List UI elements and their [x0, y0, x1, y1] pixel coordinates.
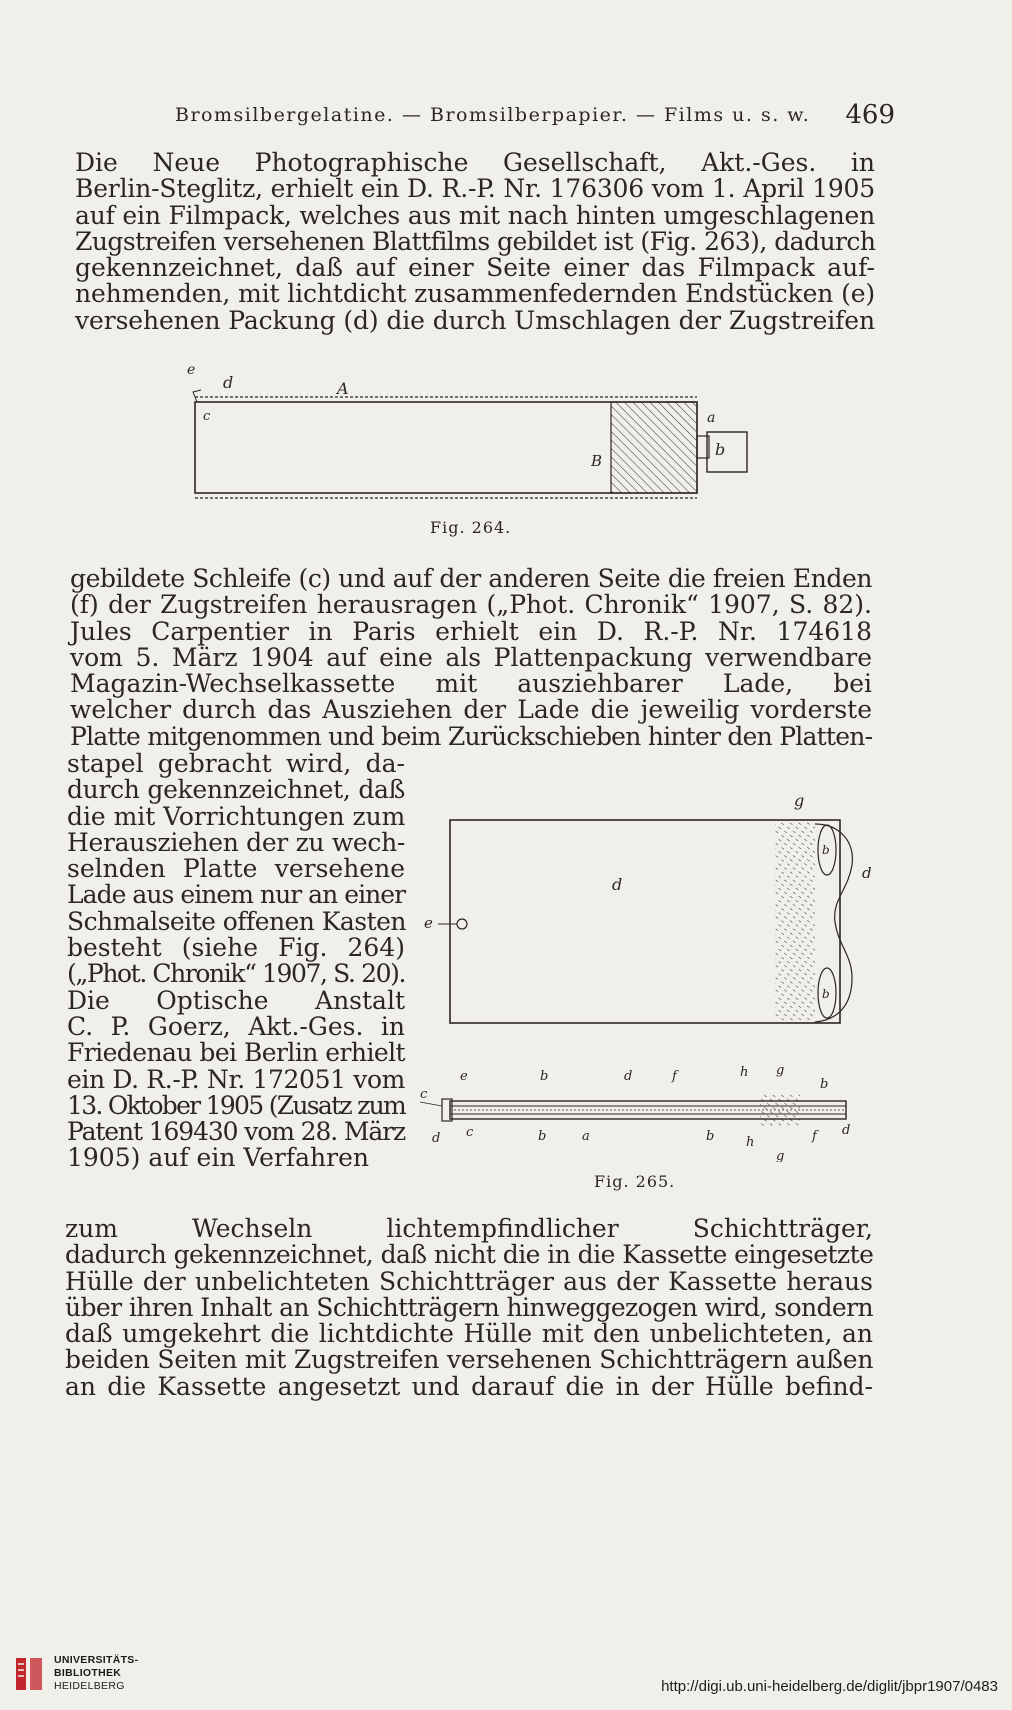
text-line: gebildete Schleife (c) und auf der anderen Seite die freien Enden: [70, 564, 873, 593]
figure-264: [185, 362, 775, 504]
text-line: selnden Platte versehene: [67, 854, 405, 884]
paragraph-carpentier: [70, 566, 872, 750]
fig265-label-e: e: [424, 914, 433, 932]
figure-264-caption: Fig. 264.: [430, 518, 512, 537]
figure-265-bottom: [420, 1062, 860, 1162]
figure-265-top: [420, 790, 900, 1030]
fig265b-label-e: e: [460, 1069, 468, 1084]
fig265b-label-b3: b: [538, 1129, 547, 1144]
figure-265-caption: Fig. 265.: [594, 1172, 676, 1191]
text-line: zum Wechseln lichtempfindlicher Schichtträger,: [65, 1214, 873, 1243]
logo-line-1: UNIVERSITÄTS-: [54, 1654, 139, 1666]
fig265b-label-f: f: [672, 1069, 677, 1084]
fig264-label-c: c: [203, 409, 211, 424]
fig264-label-A: A: [337, 379, 349, 398]
text-line: nehmenden, mit lichtdicht zusammenfedernden Endstücken (e): [75, 279, 876, 309]
fig264-label-e: e: [187, 362, 196, 378]
text-line: gekennzeichnet, daß auf einer Seite einer das Filmpack auf-: [75, 253, 875, 283]
fig265b-label-g1: g: [776, 1063, 785, 1078]
paragraph-neue-photographische: [75, 150, 875, 334]
text-line: über ihren Inhalt an Schichtträgern hinweggezogen wird, sondern: [65, 1292, 874, 1322]
fig264-label-a: a: [707, 410, 716, 426]
fig265b-label-a: a: [582, 1129, 590, 1144]
text-line: Schmalseite offenen Kasten: [67, 906, 406, 936]
text-line: 1905) auf ein Verfahren: [67, 1143, 369, 1173]
text-line: („Phot. Chronik“ 1907, S. 20).: [67, 959, 405, 989]
text-line: versehenen Packung (d) die durch Umschlagen der Zugstreifen: [75, 305, 875, 335]
library-logo: [12, 1652, 162, 1698]
paragraph-wechseln: [65, 1216, 873, 1400]
text-line: Berlin-Steglitz, erhielt ein D. R.-P. Nr. 176306 vom 1. April 1905: [75, 174, 875, 204]
text-line: Platte mitgenommen und beim Zurückschieben hinter den Platten-: [70, 721, 873, 751]
fig265-label-d-center: d: [612, 875, 623, 894]
fig265b-label-b2: b: [820, 1077, 829, 1092]
paragraph-goerz-column: [67, 751, 405, 1172]
text-line: Friedenau bei Berlin erhielt: [67, 1038, 405, 1068]
fig265b-label-d: d: [624, 1069, 633, 1084]
fig265b-label-b4: b: [706, 1129, 715, 1144]
running-title: Bromsilbergelatine. — Bromsilberpapier. — Films u. s. w.: [175, 104, 811, 126]
fig265b-label-d2: d: [432, 1131, 441, 1146]
text-line: ein D. R.-P. Nr. 172051 vom: [67, 1064, 405, 1094]
text-line: an die Kassette angesetzt und darauf die in der Hülle befind-: [65, 1371, 873, 1401]
fig265b-label-d3: d: [842, 1123, 851, 1138]
text-line: Die Optische Anstalt: [67, 985, 405, 1015]
text-line: 13. Oktober 1905 (Zusatz zum: [67, 1090, 405, 1120]
fig265b-label-h1: h: [740, 1065, 749, 1080]
fig265-label-d-right: d: [862, 864, 872, 882]
fig264-label-b: b: [715, 440, 726, 459]
text-line: stapel gebracht wird, da-: [67, 749, 405, 778]
text-line: daß umgekehrt die lichtdichte Hülle mit den unbelichteten, an: [65, 1319, 873, 1349]
fig265-label-b-upper: b: [822, 843, 830, 857]
fig265b-label-b1: b: [540, 1069, 549, 1084]
text-line: besteht (siehe Fig. 264): [67, 933, 405, 963]
fig265b-label-c1: c: [420, 1087, 428, 1102]
fig264-label-B: B: [591, 452, 603, 470]
page-header: [175, 100, 895, 134]
text-line: Lade aus einem nur an einer: [67, 880, 406, 910]
text-line: (f) der Zugstreifen herausragen („Phot. Chronik“ 1907, S. 82).: [70, 590, 872, 620]
text-line: Magazin-Wechselkassette mit ausziehbarer Lade, bei: [70, 669, 872, 699]
fig265b-label-c2: c: [466, 1125, 474, 1140]
fig265-label-b-lower: b: [822, 987, 830, 1001]
text-line: Herausziehen der zu wech-: [67, 827, 405, 857]
fig265-label-g: g: [794, 791, 805, 810]
text-line: Zugstreifen versehenen Blattfilms gebildet ist (Fig. 263), dadurch: [75, 226, 876, 256]
library-logo-icon: [12, 1654, 46, 1694]
source-url[interactable]: http://digi.ub.uni-heidelberg.de/diglit/jbpr1907/0483: [661, 1678, 998, 1695]
logo-line-3: HEIDELBERG: [54, 1680, 125, 1692]
text-line: C. P. Goerz, Akt.-Ges. in: [67, 1011, 405, 1041]
text-line: beiden Seiten mit Zugstreifen versehenen Schichtträgern außen: [65, 1345, 874, 1375]
fig265b-label-h2: h: [746, 1135, 755, 1150]
text-line: auf ein Filmpack, welches aus mit nach hinten umgeschlagenen: [75, 200, 875, 230]
fig265b-label-g2: g: [776, 1149, 785, 1162]
text-line: vom 5. März 1904 auf eine als Plattenpackung verwendbare: [70, 642, 872, 672]
text-line: durch gekennzeichnet, daß: [67, 775, 405, 805]
page-number: 469: [845, 100, 895, 130]
text-line: dadurch gekennzeichnet, daß nicht die in die Kassette eingesetzte: [65, 1240, 874, 1270]
fig265b-label-f2: f: [812, 1129, 817, 1144]
text-line: die mit Vorrichtungen zum: [67, 801, 406, 831]
text-line: Patent 169430 vom 28. März: [67, 1117, 406, 1147]
text-line: Jules Carpentier in Paris erhielt ein D. R.-P. Nr. 174618: [70, 616, 872, 646]
fig264-label-d: d: [223, 373, 234, 392]
text-line: Hülle der unbelichteten Schichtträger aus der Kassette heraus: [65, 1266, 873, 1296]
text-line: Die Neue Photographische Gesellschaft, Akt.-Ges. in: [75, 148, 875, 177]
text-line: welcher durch das Ausziehen der Lade die jeweilig vorderste: [70, 695, 872, 725]
logo-line-2: BIBLIOTHEK: [54, 1667, 122, 1679]
